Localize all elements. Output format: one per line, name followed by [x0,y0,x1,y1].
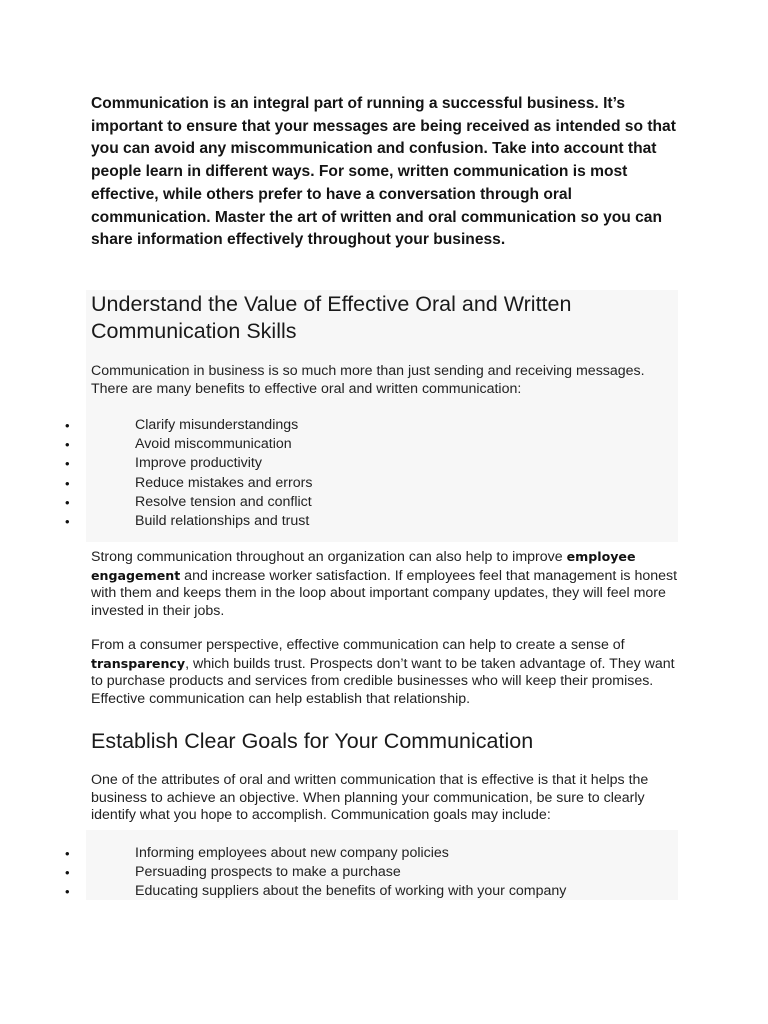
list-item [0,454,700,473]
list-item-text: Persuading prospects to make a purchase [135,864,401,881]
bullet-icon: • [65,456,70,472]
bullet-icon: • [65,884,70,900]
list-item-text: Resolve tension and conflict [135,493,312,510]
list-item [0,863,700,882]
benefits-list [0,416,700,531]
list-item [0,416,700,435]
paragraph-text: From a consumer perspective, effective communication can help to create a sense of [91,637,625,653]
intro-paragraph: Communication is an integral part of running a successful business. It’s important to ensure that your messages are being received as intended so that you can avoid any miscommunication and confusion. Take into account that people learn in different ways. For some, written communication is most effective, while others prefer to have a conversation through oral communication. Master the art of written and oral communication so you can share information effectively throughout your business. [91,95,676,249]
bold-term: transparency [91,655,186,671]
list-item-text: Improve productivity [135,455,262,472]
list-item-text: Informing employees about new company policies [135,845,449,861]
list-item [0,512,700,531]
bullet-icon: • [65,513,70,529]
list-item [0,435,700,454]
engagement-paragraph [91,548,681,620]
bullet-icon: • [65,475,70,491]
list-item-text: Build relationships and trust [135,512,310,529]
transparency-paragraph [91,637,681,708]
bullet-icon: • [65,494,70,510]
list-item [0,493,700,512]
list-item-text: Avoid miscommunication [135,436,292,453]
bullet-icon: • [65,437,70,453]
benefits-intro-paragraph: Communication in business is so much more than just sending and receiving messages. There are many benefits to effective oral and written communication: [91,363,645,397]
list-item-text: Reduce mistakes and errors [135,474,313,491]
bold-term: employee engagement [91,549,636,583]
bullet-icon: • [65,418,70,433]
list-item [0,882,700,901]
goals-list [0,844,700,902]
section-heading: Establish Clear Goals for Your Communication [91,729,534,753]
bullet-icon: • [65,865,70,881]
section-heading: Understand the Value of Effective Oral and Written Communication Skills [91,292,572,343]
list-item [0,474,700,493]
list-item-text: Educating suppliers about the benefits of working with your company [135,883,567,900]
paragraph-text: Strong communication throughout an organization can also help to improve [91,549,567,565]
paragraph-text: and increase worker satisfaction. If employees feel that management is honest with them and keeps them in the loop about important company updates, they will feel more invested in their jobs. [91,567,678,619]
goals-intro-paragraph: One of the attributes of oral and written communication that is effective is that it helps the business to achieve an objective. When planning your communication, be sure to clearly identify what you hope to accomplish. Communication goals may include: [91,772,649,823]
bullet-icon: • [65,846,70,861]
paragraph-text: , which builds trust. Prospects don’t want to be taken advantage of. They want to purchase products and services from credible businesses who will keep their promises. Effective communication can help establish that relationship. [91,655,675,707]
list-item-text: Clarify misunderstandings [135,417,299,433]
list-item [0,844,700,863]
